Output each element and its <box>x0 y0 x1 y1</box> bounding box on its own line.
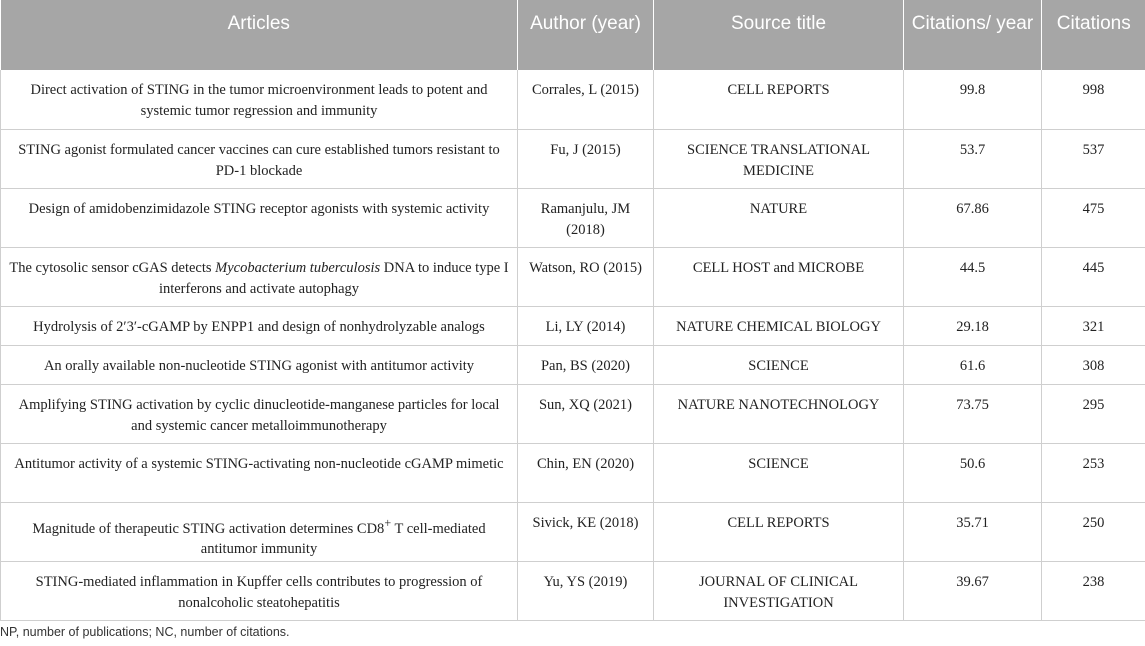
citations-count: 238 <box>1042 561 1145 620</box>
article-title: Design of amidobenzimidazole STING receptor agonists with systemic activity <box>1 188 518 247</box>
header-citations: Citations <box>1042 0 1145 70</box>
table-row <box>1 384 1145 443</box>
header-author-year: Author (year) <box>518 0 654 70</box>
article-title-superscript: + <box>384 515 392 530</box>
author-year: Chin, EN (2020) <box>518 443 654 502</box>
author-year: Yu, YS (2019) <box>518 561 654 620</box>
citations-count: 250 <box>1042 502 1145 561</box>
table-row <box>1 345 1145 384</box>
article-title: Antitumor activity of a systemic STING-activating non-nucleotide cGAMP mimetic <box>1 443 518 502</box>
author-year: Li, LY (2014) <box>518 306 654 345</box>
source-title: SCIENCE <box>654 443 904 502</box>
header-articles: Articles <box>1 0 518 70</box>
citations-count: 308 <box>1042 345 1145 384</box>
citations-count: 537 <box>1042 129 1145 188</box>
table-row <box>1 561 1145 620</box>
author-year: Pan, BS (2020) <box>518 345 654 384</box>
article-title: STING agonist formulated cancer vaccines can cure established tumors resistant to PD-1 blockade <box>1 129 518 188</box>
citations-count: 445 <box>1042 247 1145 306</box>
citations-count: 253 <box>1042 443 1145 502</box>
citations-per-year: 99.8 <box>904 70 1042 129</box>
citations-per-year: 29.18 <box>904 306 1042 345</box>
citations-per-year: 39.67 <box>904 561 1042 620</box>
citations-per-year: 73.75 <box>904 384 1042 443</box>
author-year: Sivick, KE (2018) <box>518 502 654 561</box>
citations-per-year: 44.5 <box>904 247 1042 306</box>
citations-per-year: 67.86 <box>904 188 1042 247</box>
article-title-part: T cell-mediated antitumor immunity <box>200 520 486 558</box>
table-row <box>1 188 1145 247</box>
article-title-part: DNA to induce type I interferons and activate autophagy <box>158 259 509 297</box>
article-title: Direct activation of STING in the tumor microenvironment leads to potent and systemic tumor regression and immunity <box>1 70 518 129</box>
table-row <box>1 247 1145 306</box>
source-title: NATURE <box>654 188 904 247</box>
header-citations-per-year: Citations/ year <box>904 0 1042 70</box>
author-year: Sun, XQ (2021) <box>518 384 654 443</box>
author-year: Fu, J (2015) <box>518 129 654 188</box>
table-footnote: NP, number of publications; NC, number of citations. <box>0 625 290 639</box>
article-title-part: The cytosolic sensor cGAS detects <box>9 259 216 276</box>
article-title: STING-mediated inflammation in Kupffer cells contributes to progression of nonalcoholic steatohepatitis <box>1 561 518 620</box>
article-title: Amplifying STING activation by cyclic dinucleotide-manganese particles for local and systemic cancer metalloimmunotherapy <box>1 384 518 443</box>
citations-per-year: 61.6 <box>904 345 1042 384</box>
author-year: Corrales, L (2015) <box>518 70 654 129</box>
author-year: Watson, RO (2015) <box>518 247 654 306</box>
source-title: JOURNAL OF CLINICAL INVESTIGATION <box>654 561 904 620</box>
author-year: Ramanjulu, JM (2018) <box>518 188 654 247</box>
source-title: CELL REPORTS <box>654 502 904 561</box>
article-title <box>1 247 518 306</box>
citations-per-year: 35.71 <box>904 502 1042 561</box>
header-source-title: Source title <box>654 0 904 70</box>
source-title: NATURE CHEMICAL BIOLOGY <box>654 306 904 345</box>
citations-count: 321 <box>1042 306 1145 345</box>
citations-count: 475 <box>1042 188 1145 247</box>
source-title: CELL HOST and MICROBE <box>654 247 904 306</box>
article-title: An orally available non-nucleotide STING agonist with antitumor activity <box>1 345 518 384</box>
table-row <box>1 129 1145 188</box>
table-row <box>1 306 1145 345</box>
citations-count: 998 <box>1042 70 1145 129</box>
source-title: SCIENCE <box>654 345 904 384</box>
source-title: CELL REPORTS <box>654 70 904 129</box>
table-row <box>1 502 1145 561</box>
table-row <box>1 443 1145 502</box>
citations-per-year: 53.7 <box>904 129 1042 188</box>
source-title: SCIENCE TRANSLATIONAL MEDICINE <box>654 129 904 188</box>
article-title: Hydrolysis of 2′3′-cGAMP by ENPP1 and design of nonhydrolyzable analogs <box>1 306 518 345</box>
table-row <box>1 70 1145 129</box>
article-title-species: Mycobacterium tuberculosis <box>215 259 381 276</box>
citations-per-year: 50.6 <box>904 443 1042 502</box>
article-title-part: Magnitude of therapeutic STING activation determines CD8 <box>32 520 385 537</box>
source-title: NATURE NANOTECHNOLOGY <box>654 384 904 443</box>
table-header-row <box>1 0 1145 70</box>
article-title <box>1 502 518 561</box>
citations-count: 295 <box>1042 384 1145 443</box>
